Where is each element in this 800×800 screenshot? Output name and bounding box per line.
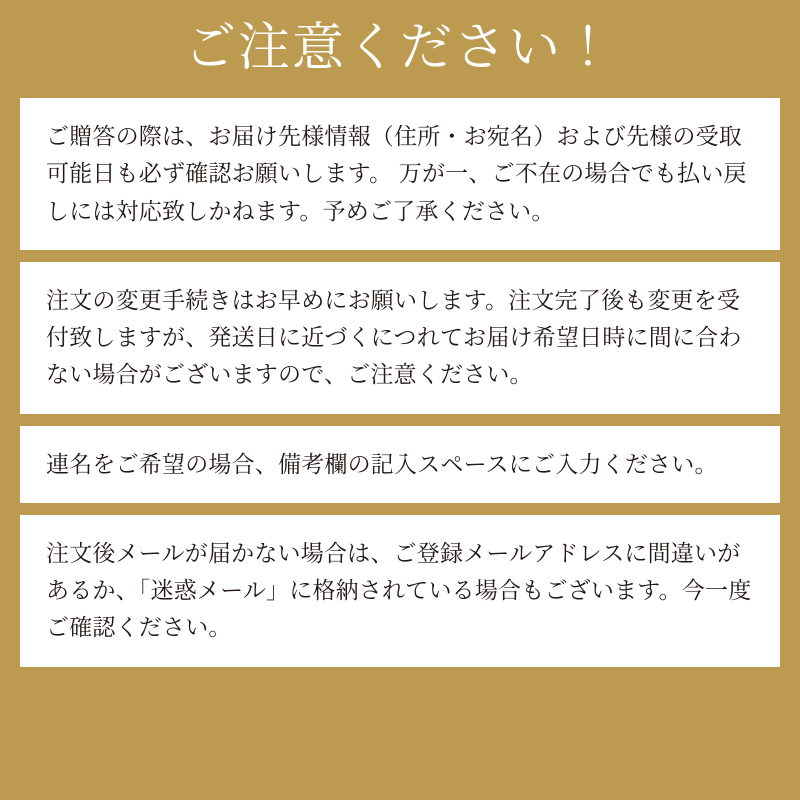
page-title: ご注意ください！ [183, 19, 616, 77]
notice-list [20, 98, 780, 786]
notice-text: 注文の変更手続きはお早めにお願いします。注文完了後も変更を受付致しますが、発送日に近づくにつれてお届け希望日時に間に合わない場合がございますので、ご注意ください。 [46, 286, 742, 388]
notice-card-delivery-info [20, 98, 780, 250]
notice-card-mail-not-received [20, 515, 780, 667]
notice-card-order-change [20, 262, 780, 414]
notice-card-joint-name [20, 426, 780, 503]
notice-text: 連名をご希望の場合、備考欄の記入スペースにご入力ください。 [46, 450, 718, 477]
notice-text: 注文後メールが届かない場合は、ご登録メールアドレスに間違いがあるか、「迷惑メール」に格納されている場合もございます。今一度ご確認ください。 [46, 539, 752, 641]
notice-text: ご贈答の際は、お届け先様情報（住所・お宛名）および先様の受取可能日も必ず確認お願いします。 万が一、ご不在の場合でも払い戻しには対応致しかねます。予めご了承ください。 [46, 123, 747, 224]
